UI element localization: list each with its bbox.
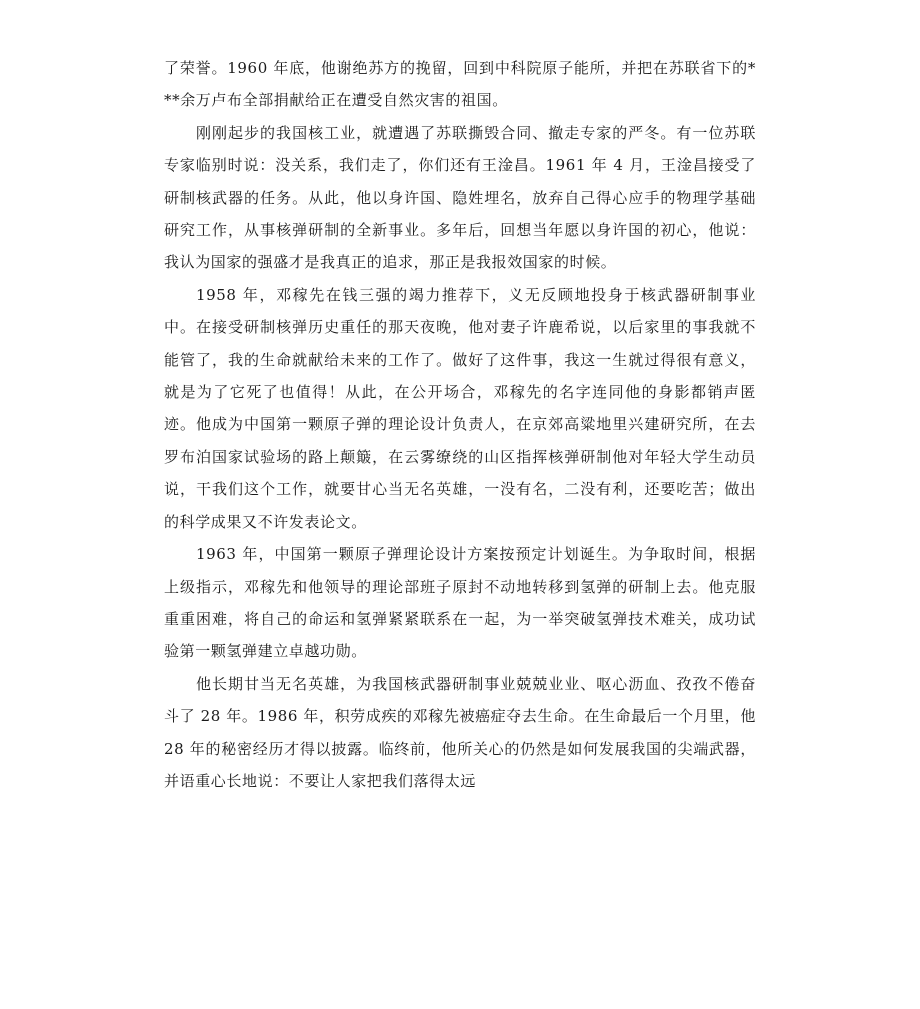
paragraph-deng-jiaxian-1958: 1958 年，邓稼先在钱三强的竭力推荐下，义无反顾地投身于核武器研制事业中。在接受研制核弹历史重任的那天夜晚，他对妻子许鹿希说，以后家里的事我就不能管了，我的生命就献给未来的工作了。做好了这件事，我这一生就过得很有意义，就是为了它死了也值得！从此，在公开场合，邓稼先的名字连同他的身影都销声匿迹。他成为中国第一颗原子弹的理论设计负责人，在京郊高粱地里兴建研究所，在去罗布泊国家试验场的路上颠簸，在云雾缭绕的山区指挥核弹研制他对年轻大学生动员说，干我们这个工作，就要甘心当无名英雄，一没有名，二没有利，还要吃苦；做出的科学成果又不许发表论文。 bbox=[164, 285, 756, 531]
paragraph-wang-ganchang: 刚刚起步的我国核工业，就遭遇了苏联撕毁合同、撤走专家的严冬。有一位苏联专家临别时说：没关系，我们走了，你们还有王淦昌。1961 年 4 月，王淦昌接受了研制核武器的任务。从此，他以身许国、隐姓埋名，放弃自己得心应手的物理学基础研究工作，从事核弹研制的全新事业。多年后，回想当年愿以身许国的初心，他说：我认为国家的强盛才是我真正的追求，那正是我报效国家的时候。 bbox=[164, 123, 756, 272]
paragraph-continuation: 了荣誉。1960 年底，他谢绝苏方的挽留，回到中科院原子能所，并把在苏联省下的***余万卢布全部捐献给正在遭受自然灾害的祖国。 bbox=[164, 59, 756, 110]
paragraph-unsung-hero: 他长期甘当无名英雄，为我国核武器研制事业兢兢业业、呕心沥血、孜孜不倦奋斗了 28 年。1986 年，积劳成疾的邓稼先被癌症夺去生命。在生命最后一个月里，他 28 年的秘密经历才得以披露。临终前，他所关心的仍然是如何发展我国的尖端武器，并语重心长地说：不要让人家把我们落得太远 bbox=[164, 674, 756, 790]
body-text bbox=[164, 52, 756, 797]
paragraph-1963-hydrogen-bomb: 1963 年，中国第一颗原子弹理论设计方案按预定计划诞生。为争取时间，根据上级指示，邓稼先和他领导的理论部班子原封不动地转移到氢弹的研制上去。他克服重重困难，将自己的命运和氢弹紧紧联系在一起，为一举突破氢弹技术难关，成功试验第一颗氢弹建立卓越功勋。 bbox=[164, 545, 756, 661]
